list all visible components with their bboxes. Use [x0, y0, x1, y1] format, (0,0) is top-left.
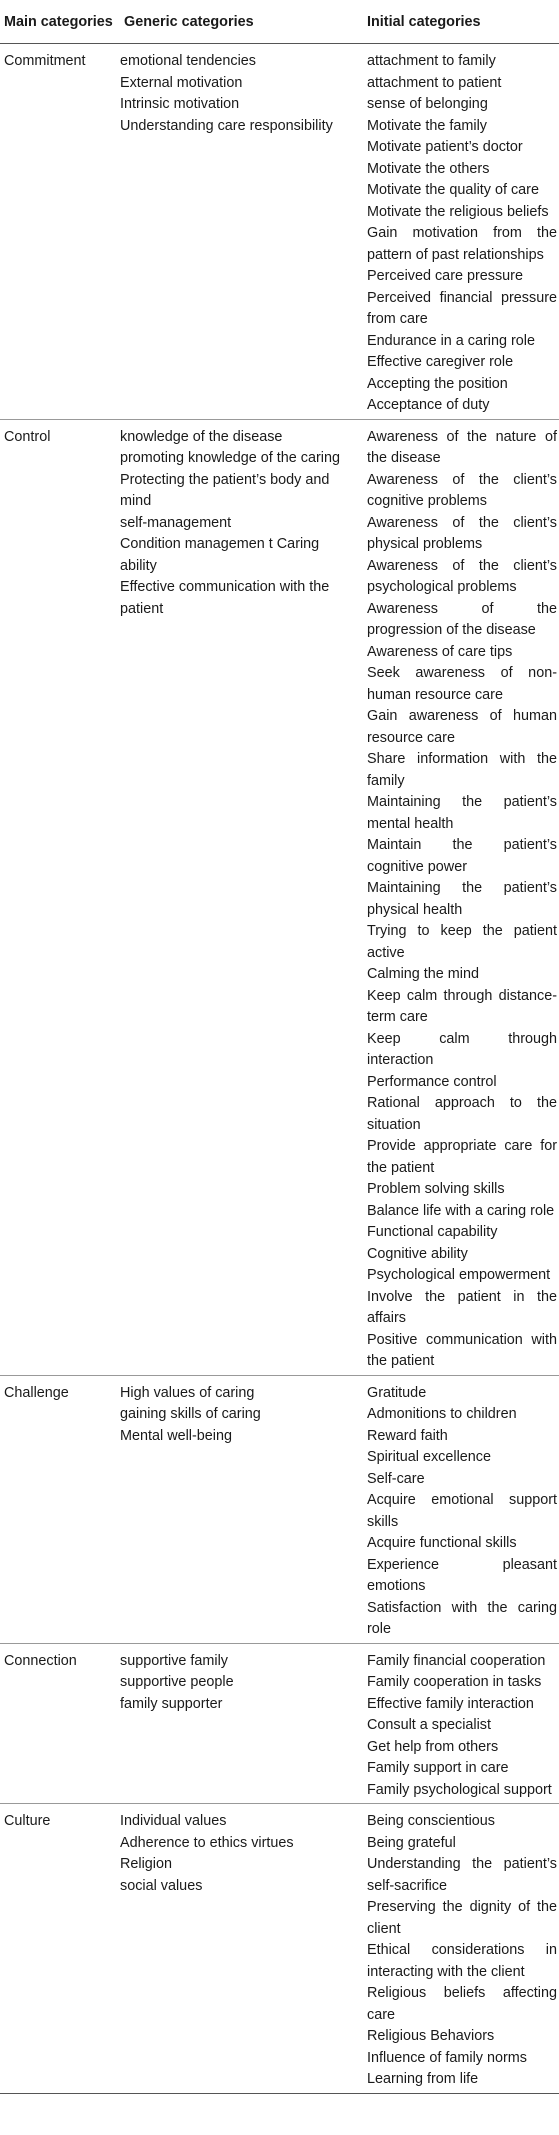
initial-category-item: Perceived financial pressure from care: [367, 289, 557, 327]
initial-categories-cell: [363, 1643, 559, 1804]
table-row: [0, 1375, 559, 1643]
initial-category-item: Acquire emotional support skills: [367, 1492, 557, 1530]
initial-category-item: Rational approach to the situation: [367, 1095, 557, 1133]
initial-category-item: Consult a specialist: [367, 1717, 491, 1733]
initial-category-item: Awareness of care tips: [367, 643, 513, 660]
initial-category-item: Perceived care pressure: [367, 268, 523, 284]
generic-category-item: Understanding care responsibility: [120, 117, 333, 134]
initial-category-item: Keep calm through interaction: [367, 1030, 557, 1068]
initial-category-item: Balance life with a caring role: [367, 1202, 555, 1219]
main-category-cell: Challenge: [0, 1375, 120, 1643]
initial-category-item: Provide appropriate care for the patient: [367, 1138, 557, 1176]
generic-category-item: knowledge of the disease: [120, 428, 283, 445]
initial-category-item: Understanding the patient’s self-sacrifice: [367, 1856, 557, 1894]
initial-category-item: attachment to family: [367, 53, 496, 69]
categories-table: [0, 12, 559, 2094]
generic-category-item: Effective communication with the patient: [120, 579, 330, 617]
initial-category-item: Endurance in a caring role: [367, 332, 535, 349]
initial-category-item: Being grateful: [367, 1834, 456, 1851]
initial-category-item: Maintaining the patient’s mental health: [367, 794, 557, 832]
generic-categories-cell: [120, 1804, 363, 2094]
initial-category-item: Admonitions to children: [367, 1406, 517, 1422]
generic-category-item: Protecting the patient’s body and mind: [120, 471, 330, 509]
initial-category-item: Motivate the religious beliefs: [367, 203, 549, 220]
initial-category-item: Experience pleasant emotions: [367, 1556, 557, 1594]
generic-category-item: family supporter: [120, 1695, 223, 1712]
initial-category-item: Acceptance of duty: [367, 397, 490, 413]
initial-category-item: Family cooperation in tasks: [367, 1674, 542, 1690]
generic-category-item: Individual values: [120, 1813, 227, 1829]
generic-category-item: supportive people: [120, 1674, 234, 1690]
initial-category-item: Keep calm through distance-term care: [367, 987, 557, 1025]
initial-category-item: Awareness of the client’s psychological problems: [367, 557, 557, 595]
initial-category-item: Preserving the dignity of the client: [367, 1899, 557, 1937]
initial-categories-cell: [363, 1804, 559, 2094]
generic-category-item: External motivation: [120, 74, 243, 91]
initial-categories-cell: [363, 419, 559, 1375]
generic-category-item: Mental well-being: [120, 1427, 232, 1444]
generic-category-item: Condition managemen t Caring ability: [120, 536, 320, 574]
generic-categories-cell: [120, 1375, 363, 1643]
initial-category-item: Reward faith: [367, 1427, 448, 1444]
initial-category-item: Family financial cooperation: [367, 1652, 546, 1669]
generic-category-item: Intrinsic motivation: [120, 96, 240, 112]
initial-category-item: Self-care: [367, 1470, 425, 1487]
header-main-categories: Main categories: [0, 12, 120, 44]
table-row: [0, 44, 559, 420]
generic-categories-cell: [120, 1643, 363, 1804]
table-row: [0, 1804, 559, 2094]
initial-category-item: Awareness of the progression of the disease: [367, 600, 557, 638]
initial-category-item: Motivate the family: [367, 117, 487, 134]
main-category-cell: Culture: [0, 1804, 120, 2094]
header-initial-categories: Initial categories: [363, 12, 559, 44]
initial-category-item: Functional capability: [367, 1224, 498, 1240]
initial-category-item: Maintain the patient’s cognitive power: [367, 837, 557, 875]
generic-category-item: High values of caring: [120, 1384, 255, 1401]
initial-category-item: Get help from others: [367, 1738, 499, 1755]
initial-category-item: Motivate the quality of care: [367, 182, 539, 198]
initial-category-item: Problem solving skills: [367, 1181, 505, 1197]
initial-category-item: Positive communication with the patient: [367, 1331, 557, 1369]
generic-category-item: supportive family: [120, 1652, 228, 1669]
main-category-cell: Control: [0, 419, 120, 1375]
table-row: [0, 419, 559, 1375]
initial-category-item: Calming the mind: [367, 966, 479, 982]
initial-category-item: Religious beliefs affecting care: [367, 1985, 557, 2023]
initial-category-item: Awareness of the client’s physical problems: [367, 514, 557, 552]
initial-category-item: Involve the patient in the affairs: [367, 1288, 557, 1326]
initial-category-item: Family psychological support: [367, 1781, 552, 1798]
initial-category-item: Motivate the others: [367, 160, 490, 177]
generic-category-item: promoting knowledge of the caring: [120, 450, 340, 466]
generic-category-item: emotional tendencies: [120, 53, 257, 69]
initial-category-item: sense of belonging: [367, 96, 488, 112]
initial-category-item: Performance control: [367, 1073, 497, 1090]
generic-category-item: gaining skills of caring: [120, 1406, 261, 1422]
initial-category-item: Effective caregiver role: [367, 354, 514, 370]
initial-category-item: Trying to keep the patient active: [367, 923, 557, 961]
initial-category-item: Religious Behaviors: [367, 2028, 495, 2044]
generic-category-item: Religion: [120, 1856, 172, 1872]
initial-category-item: Maintaining the patient’s physical health: [367, 880, 557, 918]
initial-category-item: Learning from life: [367, 2071, 479, 2087]
initial-category-item: Satisfaction with the caring role: [367, 1599, 557, 1637]
table-body: [0, 44, 559, 2094]
initial-category-item: Gratitude: [367, 1384, 427, 1401]
initial-category-item: Family support in care: [367, 1760, 509, 1776]
main-category-cell: Commitment: [0, 44, 120, 420]
initial-category-item: Motivate patient’s doctor: [367, 139, 523, 155]
initial-categories-cell: [363, 44, 559, 420]
generic-category-item: self-management: [120, 514, 232, 531]
initial-category-item: Awareness of the nature of the disease: [367, 428, 557, 466]
header-generic-categories: Generic categories: [120, 12, 363, 44]
generic-categories-cell: [120, 44, 363, 420]
initial-category-item: Accepting the position: [367, 375, 508, 392]
initial-category-item: Gain motivation from the pattern of past relationships: [367, 225, 557, 263]
initial-category-item: Acquire functional skills: [367, 1535, 517, 1551]
initial-category-item: Influence of family norms: [367, 2049, 527, 2066]
table-header: [0, 12, 559, 44]
initial-category-item: Seek awareness of non-human resource care: [367, 665, 557, 703]
initial-category-item: Ethical considerations in interacting with the client: [367, 1942, 557, 1980]
initial-category-item: Effective family interaction: [367, 1695, 534, 1712]
initial-category-item: Gain awareness of human resource care: [367, 708, 557, 746]
initial-category-item: Spiritual excellence: [367, 1449, 491, 1465]
initial-category-item: Being conscientious: [367, 1813, 495, 1829]
initial-category-item: Share information with the family: [367, 751, 557, 789]
generic-category-item: social values: [120, 1877, 203, 1894]
header-row: [0, 12, 559, 44]
initial-category-item: attachment to patient: [367, 74, 502, 91]
table-row: [0, 1643, 559, 1804]
initial-category-item: Cognitive ability: [367, 1245, 468, 1262]
generic-category-item: Adherence to ethics virtues: [120, 1834, 294, 1851]
initial-categories-cell: [363, 1375, 559, 1643]
generic-categories-cell: [120, 419, 363, 1375]
main-category-cell: Connection: [0, 1643, 120, 1804]
initial-category-item: Awareness of the client’s cognitive problems: [367, 471, 557, 509]
initial-category-item: Psychological empowerment: [367, 1267, 551, 1283]
